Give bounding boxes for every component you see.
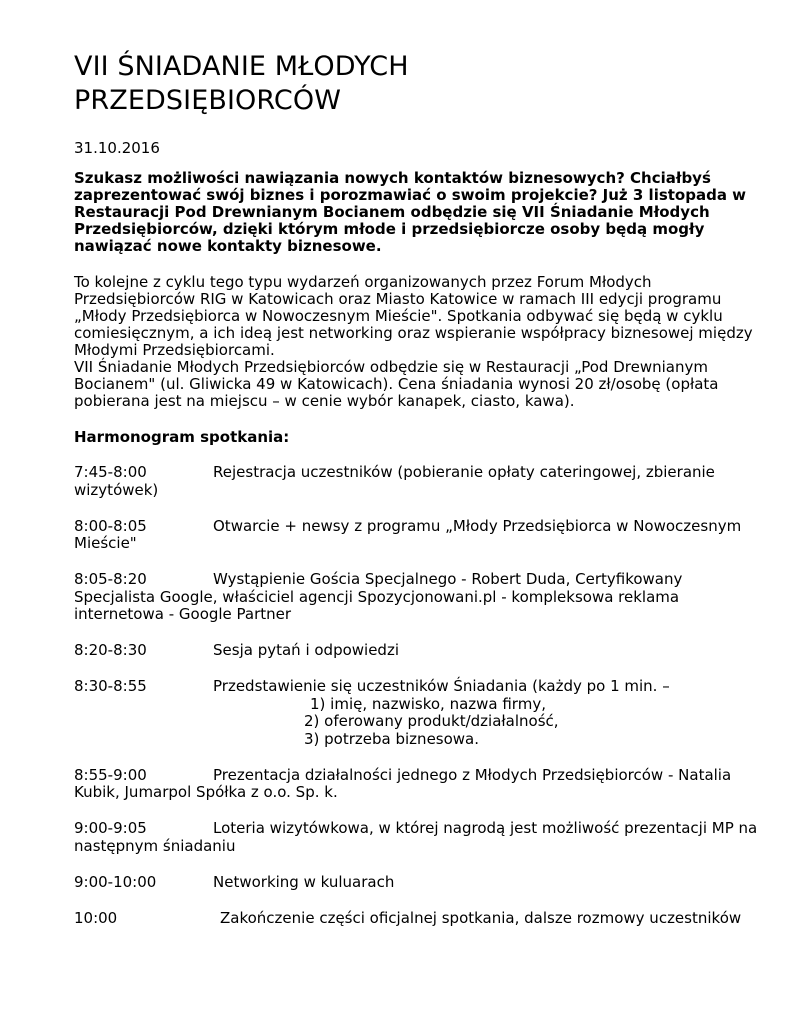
body-paragraph [74,274,764,410]
schedule-item [74,678,764,748]
schedule-text: Otwarcie + newsy z programu „Młody Przedsiębiorca w Nowoczesnym Mieście" [74,516,742,552]
schedule-item [74,874,764,892]
schedule-time: 9:00-10:00 [74,872,157,891]
schedule-time: 8:20-8:30 [74,641,147,659]
schedule-text: Prezentacja działalności jednego z Młodych Przedsiębiorców - Natalia Kubik, Jumarpol Spółka z o.o. Sp. k. [74,765,732,801]
title-line-1: VII ŚNIADANIE MŁODYCH [74,51,409,82]
body-paragraph-2: VII Śniadanie Młodych Przedsiębiorców odbędzie się w Restauracji „Pod Drewnianym Bocianem" (ul. Gliwicka 49 w Katowicach). Cena śniadania wynosi 20 zł/osobę (opłata pobierana jest na miejscu – w cenie wybór kanapek, ciasto, kawa). [74,358,719,410]
schedule-item [74,464,764,499]
schedule-list [74,464,764,927]
schedule-text: Wystąpienie Gościa Specjalnego - Robert Duda, Certyfikowany Specjalista Google, właściciel agencji Spozycjonowani.pl - kompleksowa reklama internetowa - Google Partner [74,570,683,623]
schedule-time: 8:55-9:00 [74,765,147,784]
schedule-time: 8:30-8:55 [74,677,147,695]
schedule-time: 10:00 [74,908,118,927]
schedule-text: Sesja pytań i odpowiedzi [213,641,399,659]
schedule-time: 9:00-9:05 [74,819,147,837]
schedule-text: Przedstawienie się uczestników Śniadania (każdy po 1 min. – [213,677,670,695]
title-line-2: PRZEDSIĘBIORCÓW [74,85,342,116]
body-paragraph-1: To kolejne z cyklu tego typu wydarzeń organizowanych przez Forum Młodych Przedsiębiorców RIG w Katowicach oraz Miasto Katowice w ramach III edycji programu „Młody Przedsiębiorca w Nowoczesnym Mieście". Spotkania odbywać się będą w cyklu comiesięcznym, a ich ideą jest networking oraz wspieranie współpracy biznesowej między Młodymi Przedsiębiorcami. [74,273,753,359]
schedule-subitem: 1) imię, nazwisko, nazwa firmy, [310,694,546,713]
schedule-item [74,642,764,660]
schedule-item [74,820,764,855]
schedule-subitem: 2) oferowany produkt/działalność, [304,712,559,730]
document-page [74,50,764,946]
schedule-heading: Harmonogram spotkania: [74,428,290,446]
schedule-time: 7:45-8:00 [74,463,147,481]
schedule-item [74,571,764,624]
page-title [74,50,764,118]
schedule-item [74,518,764,553]
schedule-time: 8:00-8:05 [74,516,147,535]
schedule-text: Rejestracja uczestników (pobieranie opłaty cateringowej, zbieranie wizytówek) [74,463,715,499]
schedule-text: Zakończenie części oficjalnej spotkania, dalsze rozmowy uczestników [220,908,742,927]
schedule-subitem: 3) potrzeba biznesowa. [304,729,480,748]
schedule-item [74,767,764,802]
schedule-time: 8:05-8:20 [74,570,147,588]
schedule-text: Networking w kuluarach [213,872,395,891]
publication-date: 31.10.2016 [74,139,160,157]
lead-paragraph: Szukasz możliwości nawiązania nowych kontaktów biznesowych? Chciałbyś zaprezentować swój biznes i porozmawiać o swoim projekcie? Już 3 listopada w Restauracji Pod Drewnianym Bocianem odbędzie się VII Śniadanie Młodych Przedsiębiorców, dzięki którym młode i przedsiębiorcze osoby będą mogły nawiązać nowe kontakty biznesowe. [74,169,747,255]
schedule-text: Loteria wizytówkowa, w której nagrodą jest możliwość prezentacji MP na następnym śniadaniu [74,819,758,855]
schedule-item [74,910,764,928]
